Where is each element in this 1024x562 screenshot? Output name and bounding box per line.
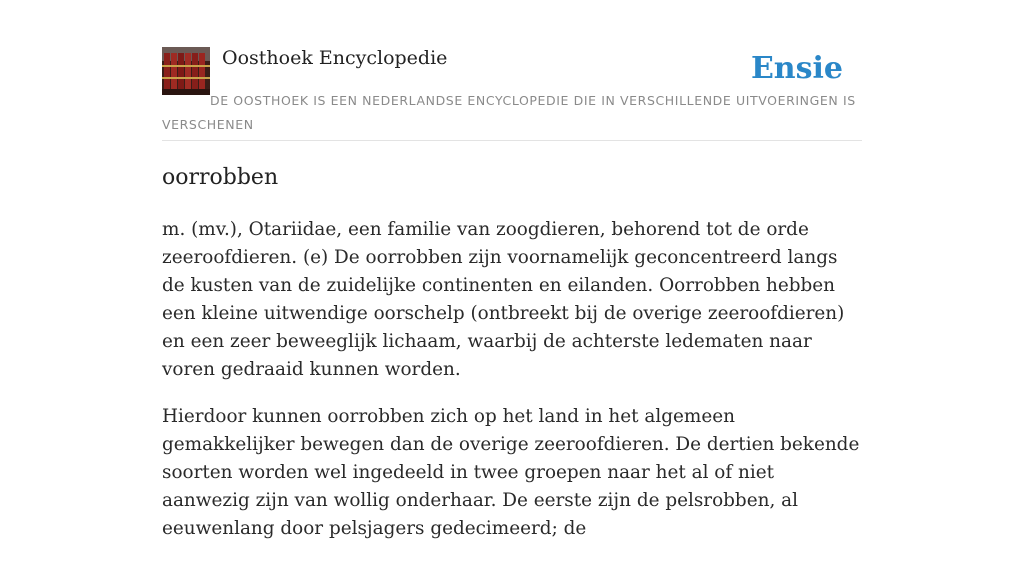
- brand-logo-link[interactable]: Ensie: [750, 51, 843, 86]
- entry-title: oorrobben: [162, 165, 279, 190]
- encyclopedia-books-icon[interactable]: [162, 47, 210, 95]
- site-tagline: DE OOSTHOEK IS EEN NEDERLANDSE ENCYCLOPEDIE DIE IN VERSCHILLENDE UITVOERINGEN IS VERSCHENEN: [162, 93, 856, 132]
- entry-content: [162, 216, 864, 562]
- site-name[interactable]: Oosthoek Encyclopedie: [222, 47, 448, 69]
- site-header: [162, 46, 862, 141]
- entry-paragraph: Hierdoor kunnen oorrobben zich op het land in het algemeen gemakkelijker bewegen dan de overige zeeroofdieren. De dertien bekende soorten worden wel ingedeeld in twee groepen naar het al of niet aanwezig zijn van wollig onderhaar. De eerste zijn de pelsrobben, al eeuwenlang door pelsjagers gedecimeerd; de: [162, 406, 860, 539]
- entry-paragraph: m. (mv.), Otariidae, een familie van zoogdieren, behorend tot de orde zeeroofdieren. (e) De oorrobben zijn voornamelijk geconcentreerd langs de kusten van de zuidelijke continenten en eilanden. Oorrobben hebben een kleine uitwendige oorschelp (ontbreekt bij de overige zeeroofdieren) en een zeer beweeglijk lichaam, waarbij de achterste ledematen naar voren gedraaid kunnen worden.: [162, 219, 845, 380]
